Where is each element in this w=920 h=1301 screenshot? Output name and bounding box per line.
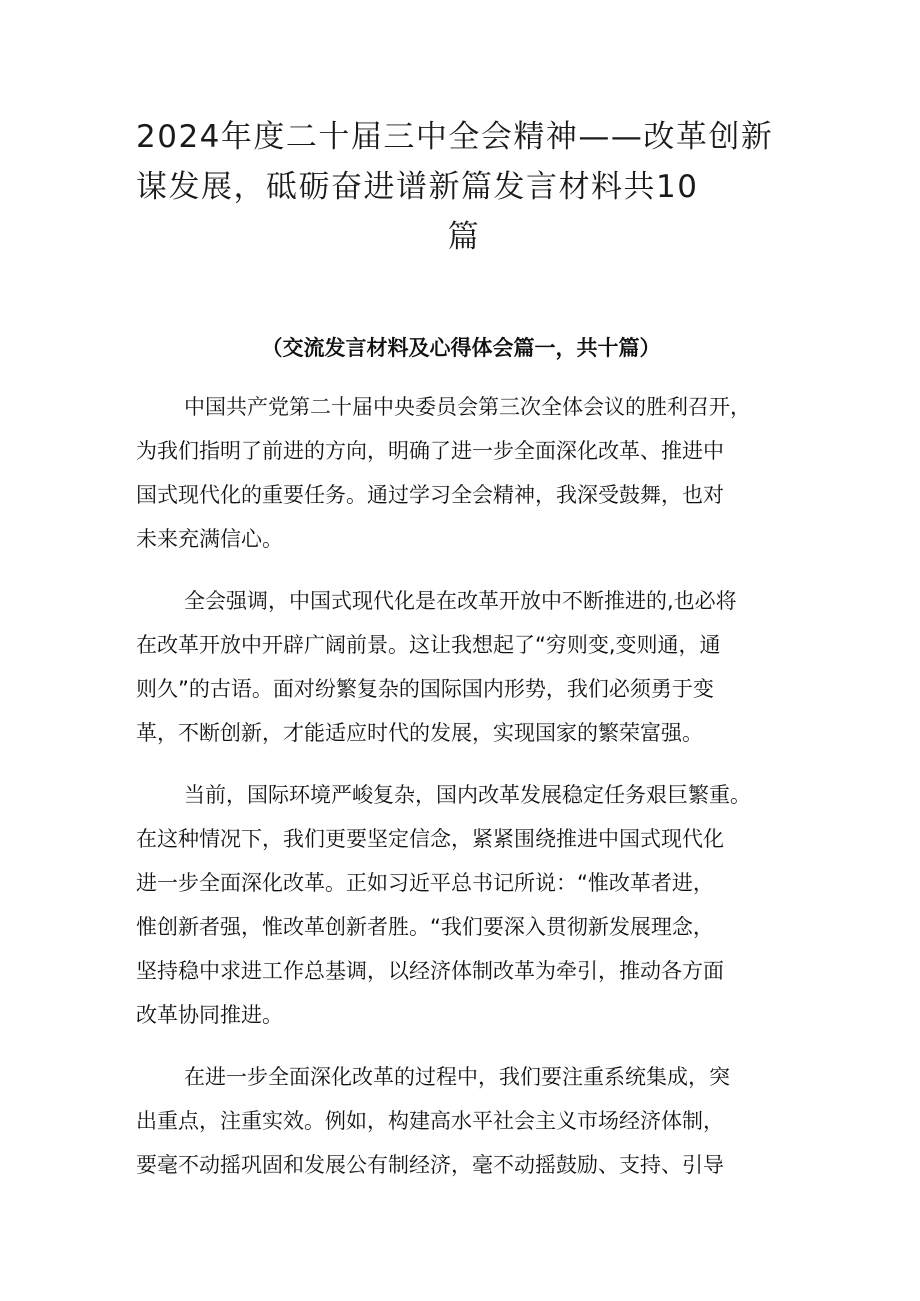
document-title: [136, 112, 786, 262]
paragraph-line: 要毫不动摇巩固和发展公有制经济，毫不动摇鼓励、支持、引导: [136, 1153, 724, 1177]
paragraph-line: 惟创新者强，惟改革创新者胜。“我们要深入贯彻新发展理念，: [136, 915, 714, 939]
paragraph-line: 坚持稳中求进工作总基调，以经济体制改革为牵引，推动各方面: [136, 959, 724, 983]
paragraph-4: [136, 1055, 800, 1187]
document-body: [136, 385, 800, 1205]
paragraph-line: 中国共产党第二十届中央委员会第三次全体会议的胜利召开，: [184, 395, 751, 419]
title-line-1: 2024年度二十届三中全会精神——改革创新: [136, 119, 774, 155]
paragraph-line: 为我们指明了前进的方向，明确了进一步全面深化改革、推进中: [136, 439, 724, 463]
paragraph-line: 改革协同推进。: [136, 1003, 283, 1027]
paragraph-line: 进一步全面深化改革。正如习近平总书记所说：“惟改革者进，: [136, 871, 714, 895]
document-subtitle: （交流发言材料及心得体会篇一，共十篇）: [261, 336, 661, 360]
paragraph-line: 则久”的古语。面对纷繁复杂的国际国内形势，我们必须勇于变: [136, 677, 714, 701]
paragraph-line: 全会强调，中国式现代化是在改革开放中不断推进的,也必将: [184, 589, 737, 613]
paragraph-line: 未来充满信心。: [136, 527, 283, 551]
title-line-2: 谋发展，砥砺奋进谱新篇发言材料共10: [136, 169, 699, 205]
paragraph-line: 在改革开放中开辟广阔前景。这让我想起了“穷则变,变则通，通: [136, 633, 721, 657]
title-line-3: 篇: [447, 219, 481, 255]
paragraph-3: [136, 773, 800, 1037]
paragraph-line: 国式现代化的重要任务。通过学习全会精神，我深受鼓舞，也对: [136, 483, 724, 507]
paragraph-1: [136, 385, 800, 561]
paragraph-line: 革，不断创新，才能适应时代的发展，实现国家的繁荣富强。: [136, 721, 703, 745]
paragraph-line: 当前，国际环境严峻复杂，国内改革发展稳定任务艰巨繁重。: [184, 783, 751, 807]
paragraph-2: [136, 579, 800, 755]
paragraph-line: 出重点，注重实效。例如，构建高水平社会主义市场经济体制，: [136, 1109, 724, 1133]
paragraph-line: 在这种情况下，我们更要坚定信念，紧紧围绕推进中国式现代化: [136, 827, 724, 851]
paragraph-line: 在进一步全面深化改革的过程中，我们要注重系统集成，突: [184, 1065, 730, 1089]
